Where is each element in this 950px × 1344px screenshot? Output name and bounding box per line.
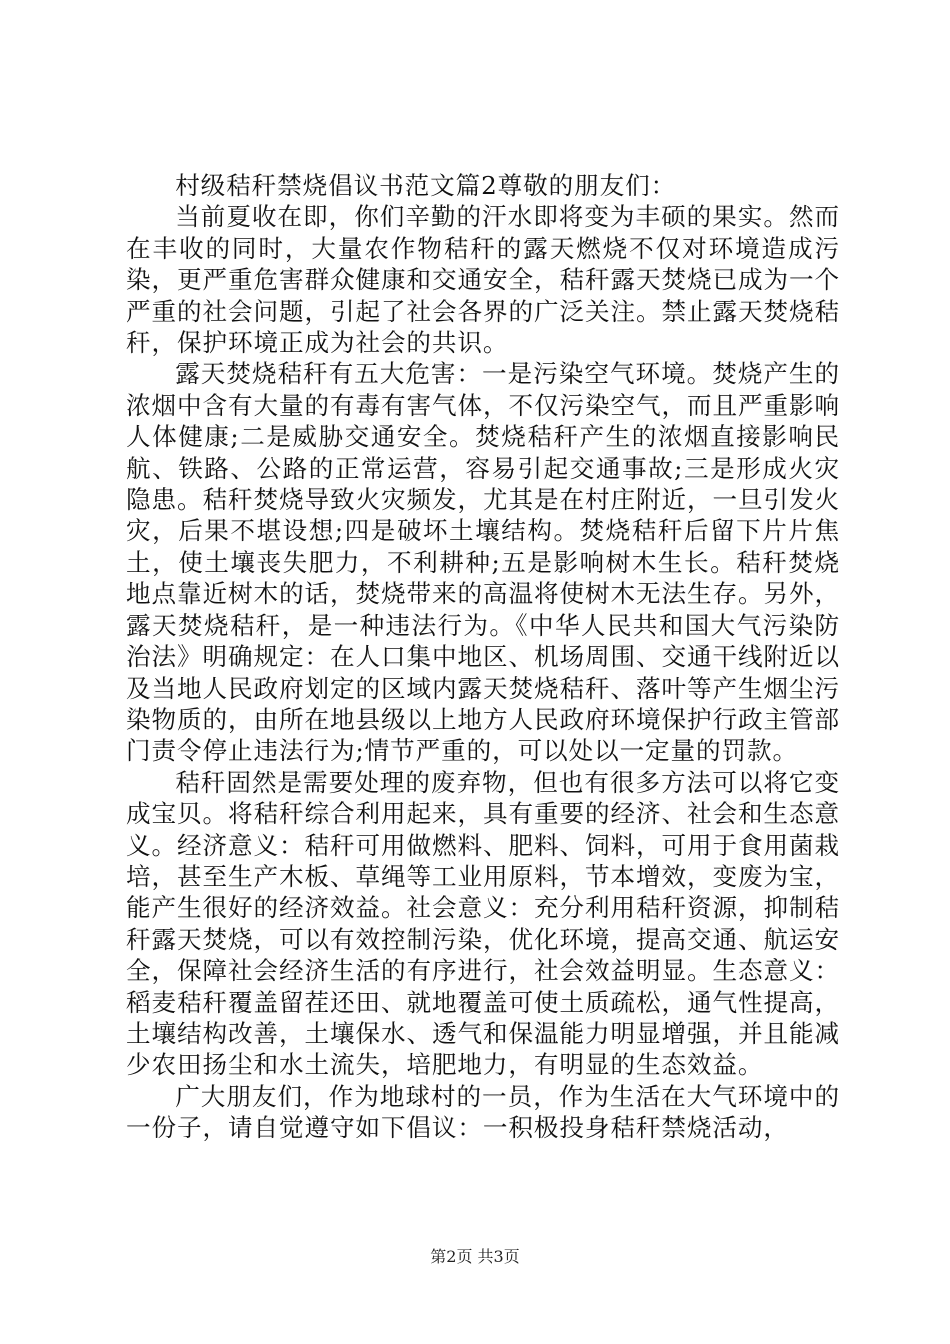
page-number-footer: 第2页 共3页 xyxy=(430,1247,520,1266)
paragraph-heading: 村级秸秆禁烧倡议书范文篇2尊敬的朋友们： xyxy=(175,171,677,200)
paragraph: 广大朋友们，作为地球村的一员，作为生活在大气环境中的一份子，请自觉遵守如下倡议：一积极投身秸秆禁烧活动， xyxy=(126,1081,840,1143)
paragraph: 露天焚烧秸秆有五大危害：一是污染空气环境。焚烧产生的浓烟中含有大量的有毒有害气体，不仅污染空气，而且严重影响人体健康;二是威胁交通安全。焚烧秸秆产生的浓烟直接影响民航、铁路、公路的正常运营，容易引起交通事故;三是形成火灾隐患。秸秆焚烧导致火灾频发，尤其是在村庄附近，一旦引发火灾，后果不堪设想;四是破坏土壤结构。焚烧秸秆后留下片片焦土，使土壤丧失肥力，不利耕种;五是影响树木生长。秸秆焚烧地点靠近树木的话，焚烧带来的高温将使树木无法生存。另外，露天焚烧秸秆，是一种违法行为。《中华人民共和国大气污染防治法》明确规定：在人口集中地区、机场周围、交通干线附近以及当地人民政府划定的区域内露天焚烧秸秆、落叶等产生烟尘污染物质的，由所在地县级以上地方人民政府环境保护行政主管部门责令停止违法行为;情节严重的，可以处以一定量的罚款。 xyxy=(126,359,840,766)
paragraph: 当前夏收在即，你们辛勤的汗水即将变为丰硕的果实。然而在丰收的同时，大量农作物秸秆的露天燃烧不仅对环境造成污染，更严重危害群众健康和交通安全，秸秆露天焚烧已成为一个严重的社会问题，引起了社会各界的广泛关注。禁止露天焚烧秸秆，保护环境正成为社会的共识。 xyxy=(126,202,840,358)
document-body xyxy=(126,170,840,1144)
paragraph: 秸秆固然是需要处理的废弃物，但也有很多方法可以将它变成宝贝。将秸秆综合利用起来，具有重要的经济、社会和生态意义。经济意义：秸秆可用做燃料、肥料、饲料，可用于食用菌栽培，甚至生产木板、草绳等工业用原料，节本增效，变废为宝，能产生很好的经济效益。社会意义：充分利用秸秆资源，抑制秸秆露天焚烧，可以有效控制污染，优化环境，提高交通、航运安全，保障社会经济生活的有序进行，社会效益明显。生态意义：稻麦秸秆覆盖留茬还田、就地覆盖可使土质疏松，通气性提高，土壤结构改善，土壤保水、透气和保温能力明显增强，并且能减少农田扬尘和水土流失，培肥地力，有明显的生态效益。 xyxy=(126,767,840,1080)
